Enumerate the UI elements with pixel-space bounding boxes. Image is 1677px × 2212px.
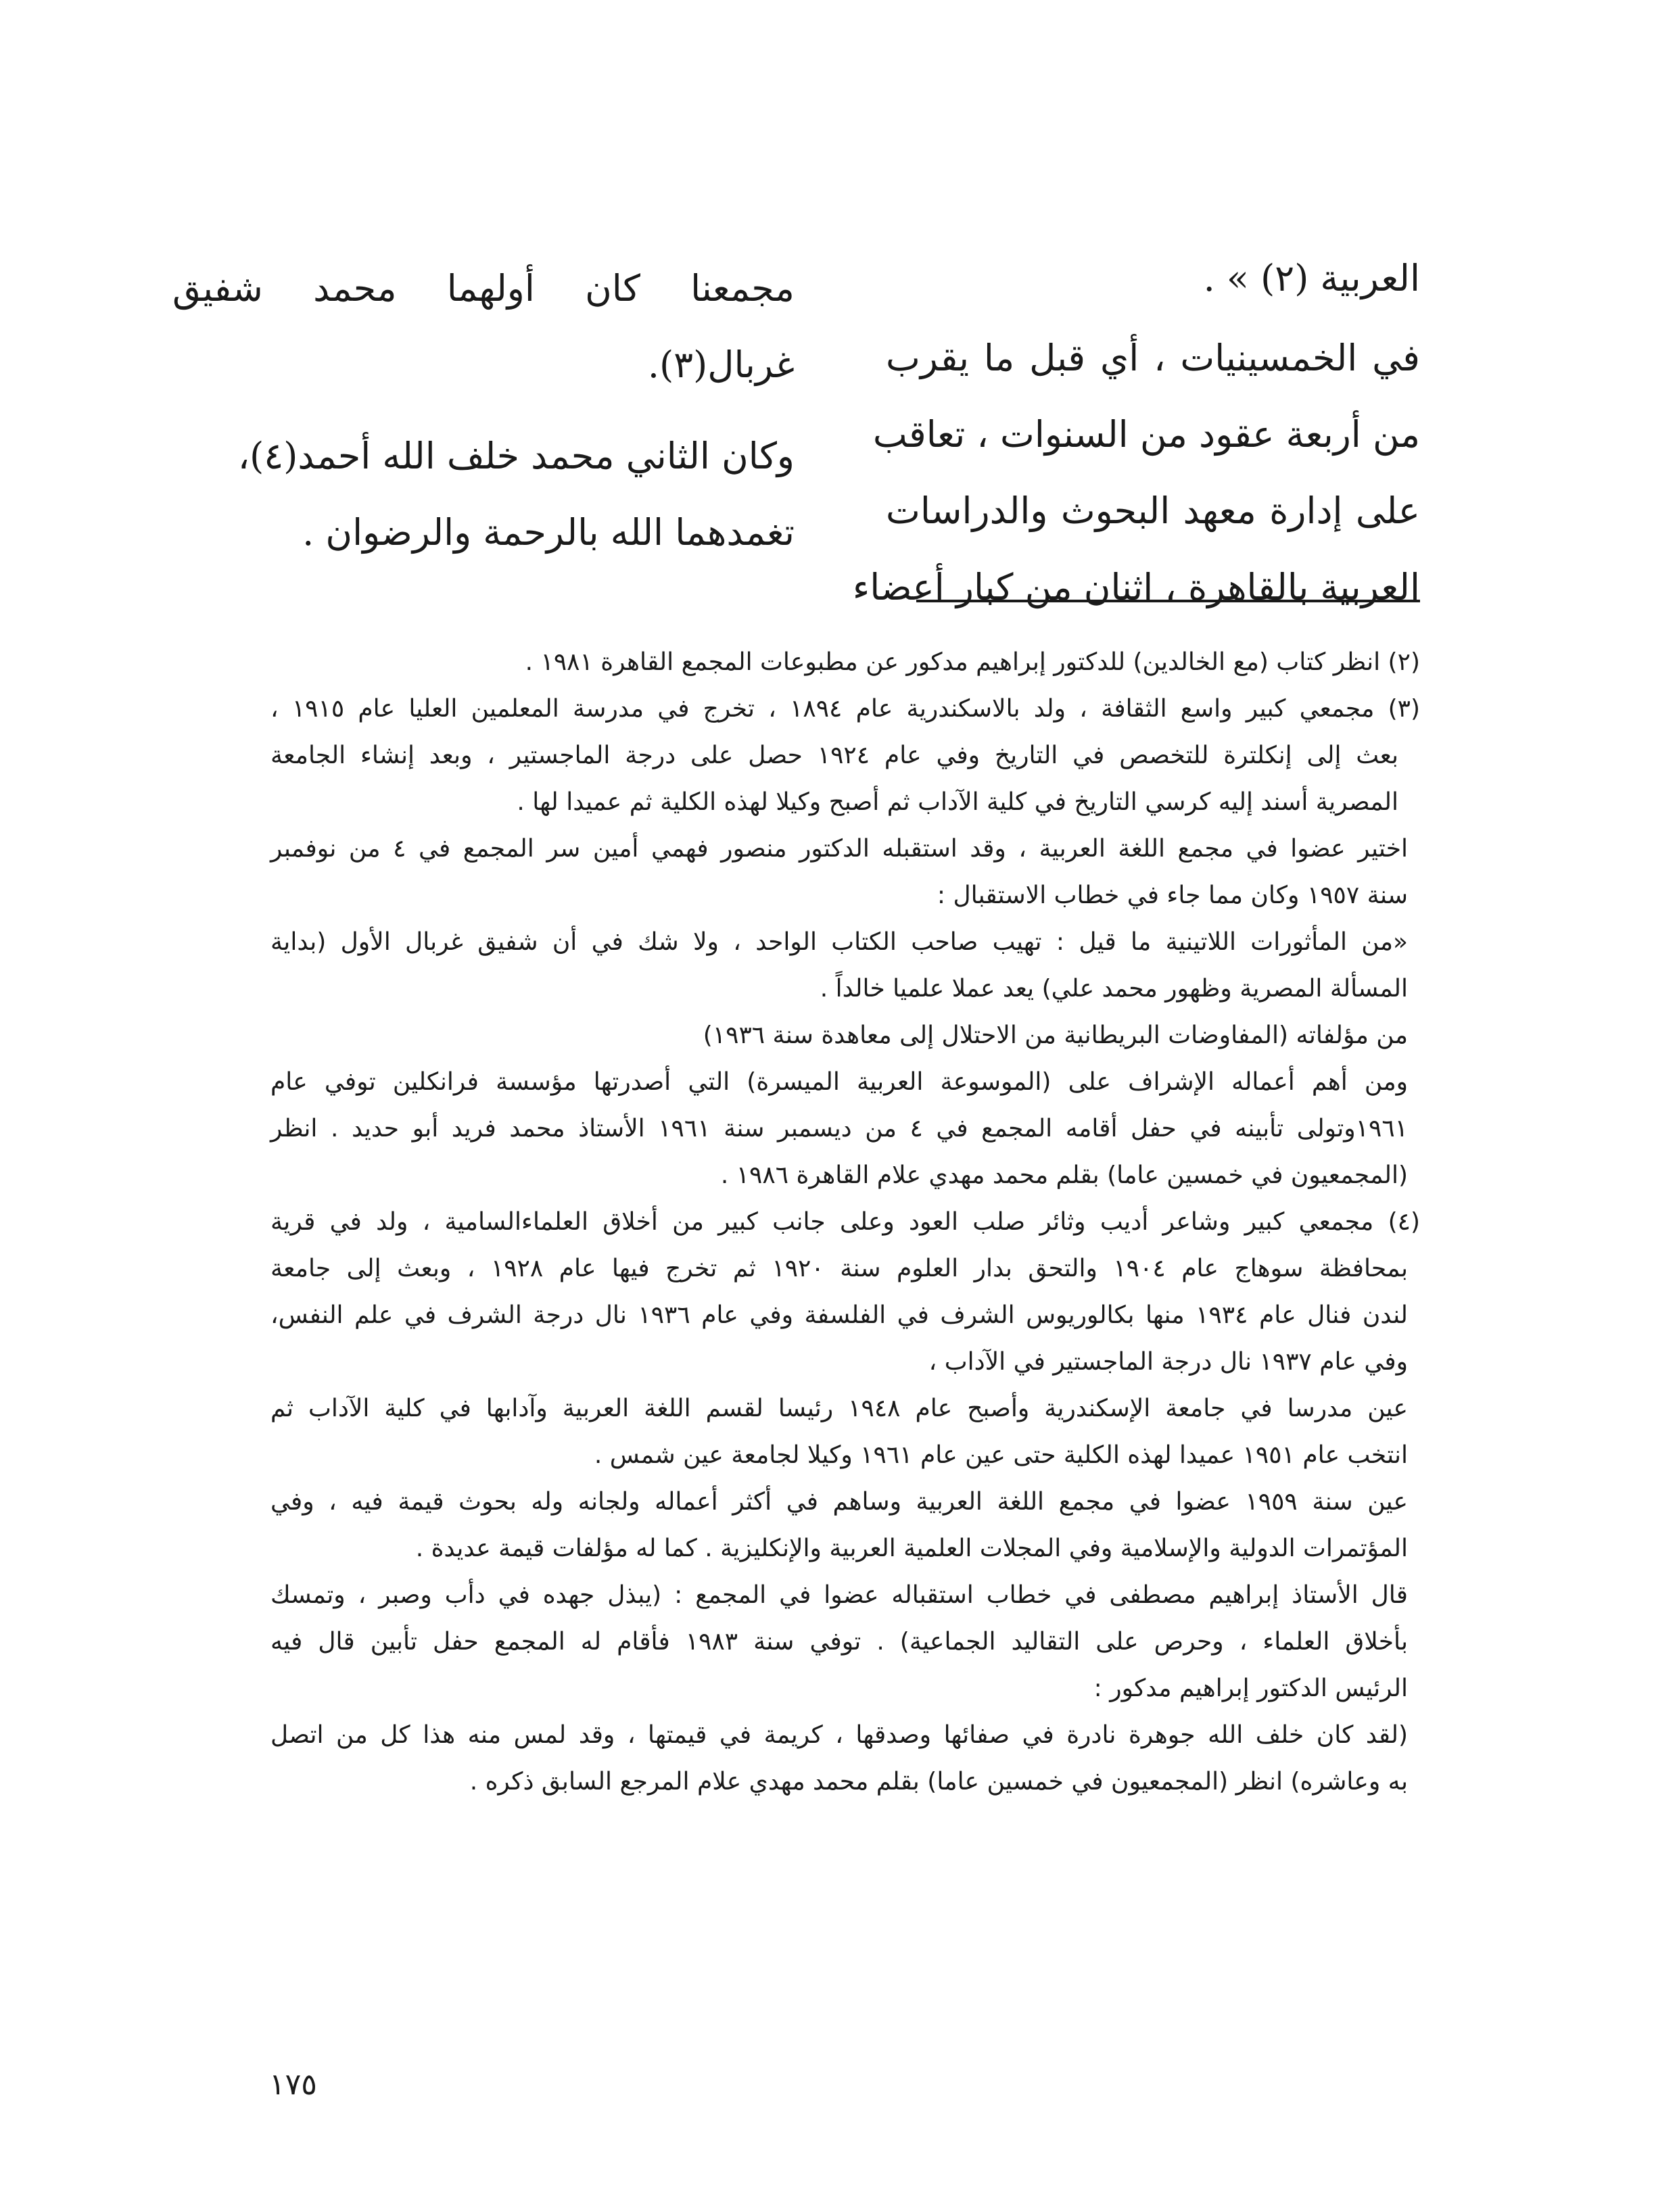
footnote-line: (٢) انظر كتاب (مع الخالدين) للدكتور إبراهيم مدكور عن مطبوعات المجمع القاهرة ١٩٨١ . — [525, 648, 1420, 676]
footnote-line: من مؤلفاته (المفاوضات البريطانية من الاحتلال إلى معاهدة سنة ١٩٣٦) — [703, 1021, 1408, 1049]
footnotes-section — [270, 639, 1420, 1805]
footnote-line: سنة ١٩٥٧ وكان مما جاء في خطاب الاستقبال : — [937, 882, 1408, 909]
body-text-right-column — [852, 240, 1420, 625]
footnote-line: (المجمعيون في خمسين عاما) بقلم محمد مهدي علام القاهرة ١٩٨٦ . — [720, 1161, 1408, 1189]
body-line: وكان الثاني محمد خلف الله أحمد(٤)، — [237, 435, 795, 477]
body-line: غربال(٣). — [647, 343, 795, 386]
body-line: العربية (٢) » . — [1203, 257, 1420, 299]
page-number: ١٧٥ — [269, 2067, 317, 2102]
footnote-separator-rule — [916, 600, 1420, 602]
footnote-line: بمحافظة سوهاج عام ١٩٠٤ والتحق بدار العلوم سنة ١٩٢٠ ثم تخرج فيها عام ١٩٢٨ ، وبعث إلى جامعة — [270, 1255, 1408, 1282]
footnote-line: وفي عام ١٩٣٧ نال درجة الماجستير في الآداب ، — [928, 1348, 1408, 1376]
footnote-line: الرئيس الدكتور إبراهيم مدكور : — [1093, 1675, 1408, 1702]
body-line: مجمعنا كان أولهما محمد شفيق — [172, 267, 795, 310]
footnote-line: المسألة المصرية وظهور محمد علي) يعد عملا علميا خالداً . — [820, 975, 1408, 1003]
footnote-line: لندن فنال عام ١٩٣٤ منها بكالوريوس الشرف في الفلسفة وفي عام ١٩٣٦ نال درجة الشرف في علم النفس، — [270, 1301, 1408, 1329]
footnote-line: عين مدرسا في جامعة الإسكندرية وأصبح عام ١٩٤٨ رئيسا لقسم اللغة العربية وآدابها في كلية الآداب ثم — [270, 1395, 1408, 1422]
footnote-line: ١٩٦١وتولى تأبينه في حفل أقامه المجمع في ٤ من ديسمبر سنة ١٩٦١ الأستاذ محمد فريد أبو حديد . انظر — [270, 1115, 1409, 1143]
footnote-line: (لقد كان خلف الله جوهرة نادرة في صفائها وصدقها ، كريمة في قيمتها ، وقد لمس منه هذا كل من اتصل — [270, 1721, 1408, 1749]
footnote-line: قال الأستاذ إبراهيم مصطفى في خطاب استقباله عضوا في المجمع : (يبذل جهده في دأب وصبر ، وتمسك — [270, 1581, 1408, 1609]
body-text-left-column — [172, 250, 795, 571]
footnote-line: (٣) مجمعي كبير واسع الثقافة ، ولد بالاسكندرية عام ١٨٩٤ ، تخرج في مدرسة المعلمين العليا عام ١٩١٥ ، — [270, 695, 1421, 723]
body-line: تغمدهما الله بالرحمة والرضوان . — [302, 511, 795, 554]
footnote-line: المؤتمرات الدولية والإسلامية وفي المجلات العلمية العربية والإنكليزية . كما له مؤلفات قيمة عديدة . — [415, 1535, 1408, 1562]
footnote-line: اختير عضوا في مجمع اللغة العربية ، وقد استقبله الدكتور منصور فهمي أمين سر المجمع في ٤ من نوفمبر — [270, 835, 1408, 863]
footnote-line: عين سنة ١٩٥٩ عضوا في مجمع اللغة العربية وساهم في أكثر أعماله ولجانه وله بحوث قيمة فيه ، وفي — [270, 1488, 1408, 1516]
footnote-line: انتخب عام ١٩٥١ عميدا لهذه الكلية حتى عين عام ١٩٦١ وكيلا لجامعة عين شمس . — [594, 1441, 1408, 1469]
footnote-line: به وعاشره) انظر (المجمعيون في خمسين عاما) بقلم محمد مهدي علام المرجع السابق ذكره . — [469, 1768, 1408, 1796]
footnote-line: «من المأثورات اللاتينية ما قيل : تهيب صاحب الكتاب الواحد ، ولا شك في أن شفيق غربال الأول (بداية — [270, 928, 1408, 956]
body-line: في الخمسينيات ، أي قبل ما يقرب — [886, 337, 1420, 379]
footnote-line: المصرية أسند إليه كرسي التاريخ في كلية الآداب ثم أصبح وكيلا لهذه الكلية ثم عميدا لها . — [517, 788, 1398, 816]
footnote-line: (٤) مجمعي كبير وشاعر أديب وثائر صلب العود وعلى جانب كبير من أخلاق العلماءالسامية ، ولد في قرية — [270, 1208, 1420, 1236]
footnote-line: ومن أهم أعماله الإشراف على (الموسوعة العربية الميسرة) التي أصدرتها مؤسسة فرانكلين توفي عام — [270, 1068, 1408, 1096]
body-line: على إدارة معهد البحوث والدراسات — [886, 489, 1420, 532]
body-line: العربية بالقاهرة ، اثنان من كبار أعضاء — [852, 566, 1420, 608]
footnote-line: بأخلاق العلماء ، وحرص على التقاليد الجماعية) . توفي سنة ١٩٨٣ فأقام له المجمع حفل تأبين قال فيه — [270, 1628, 1408, 1656]
footnote-line: بعث إلى إنكلترة للتخصص في التاريخ وفي عام ١٩٢٤ حصل على درجة الماجستير ، وبعد إنشاء الجامعة — [270, 742, 1398, 769]
body-line: من أربعة عقود من السنوات ، تعاقب — [872, 413, 1420, 456]
